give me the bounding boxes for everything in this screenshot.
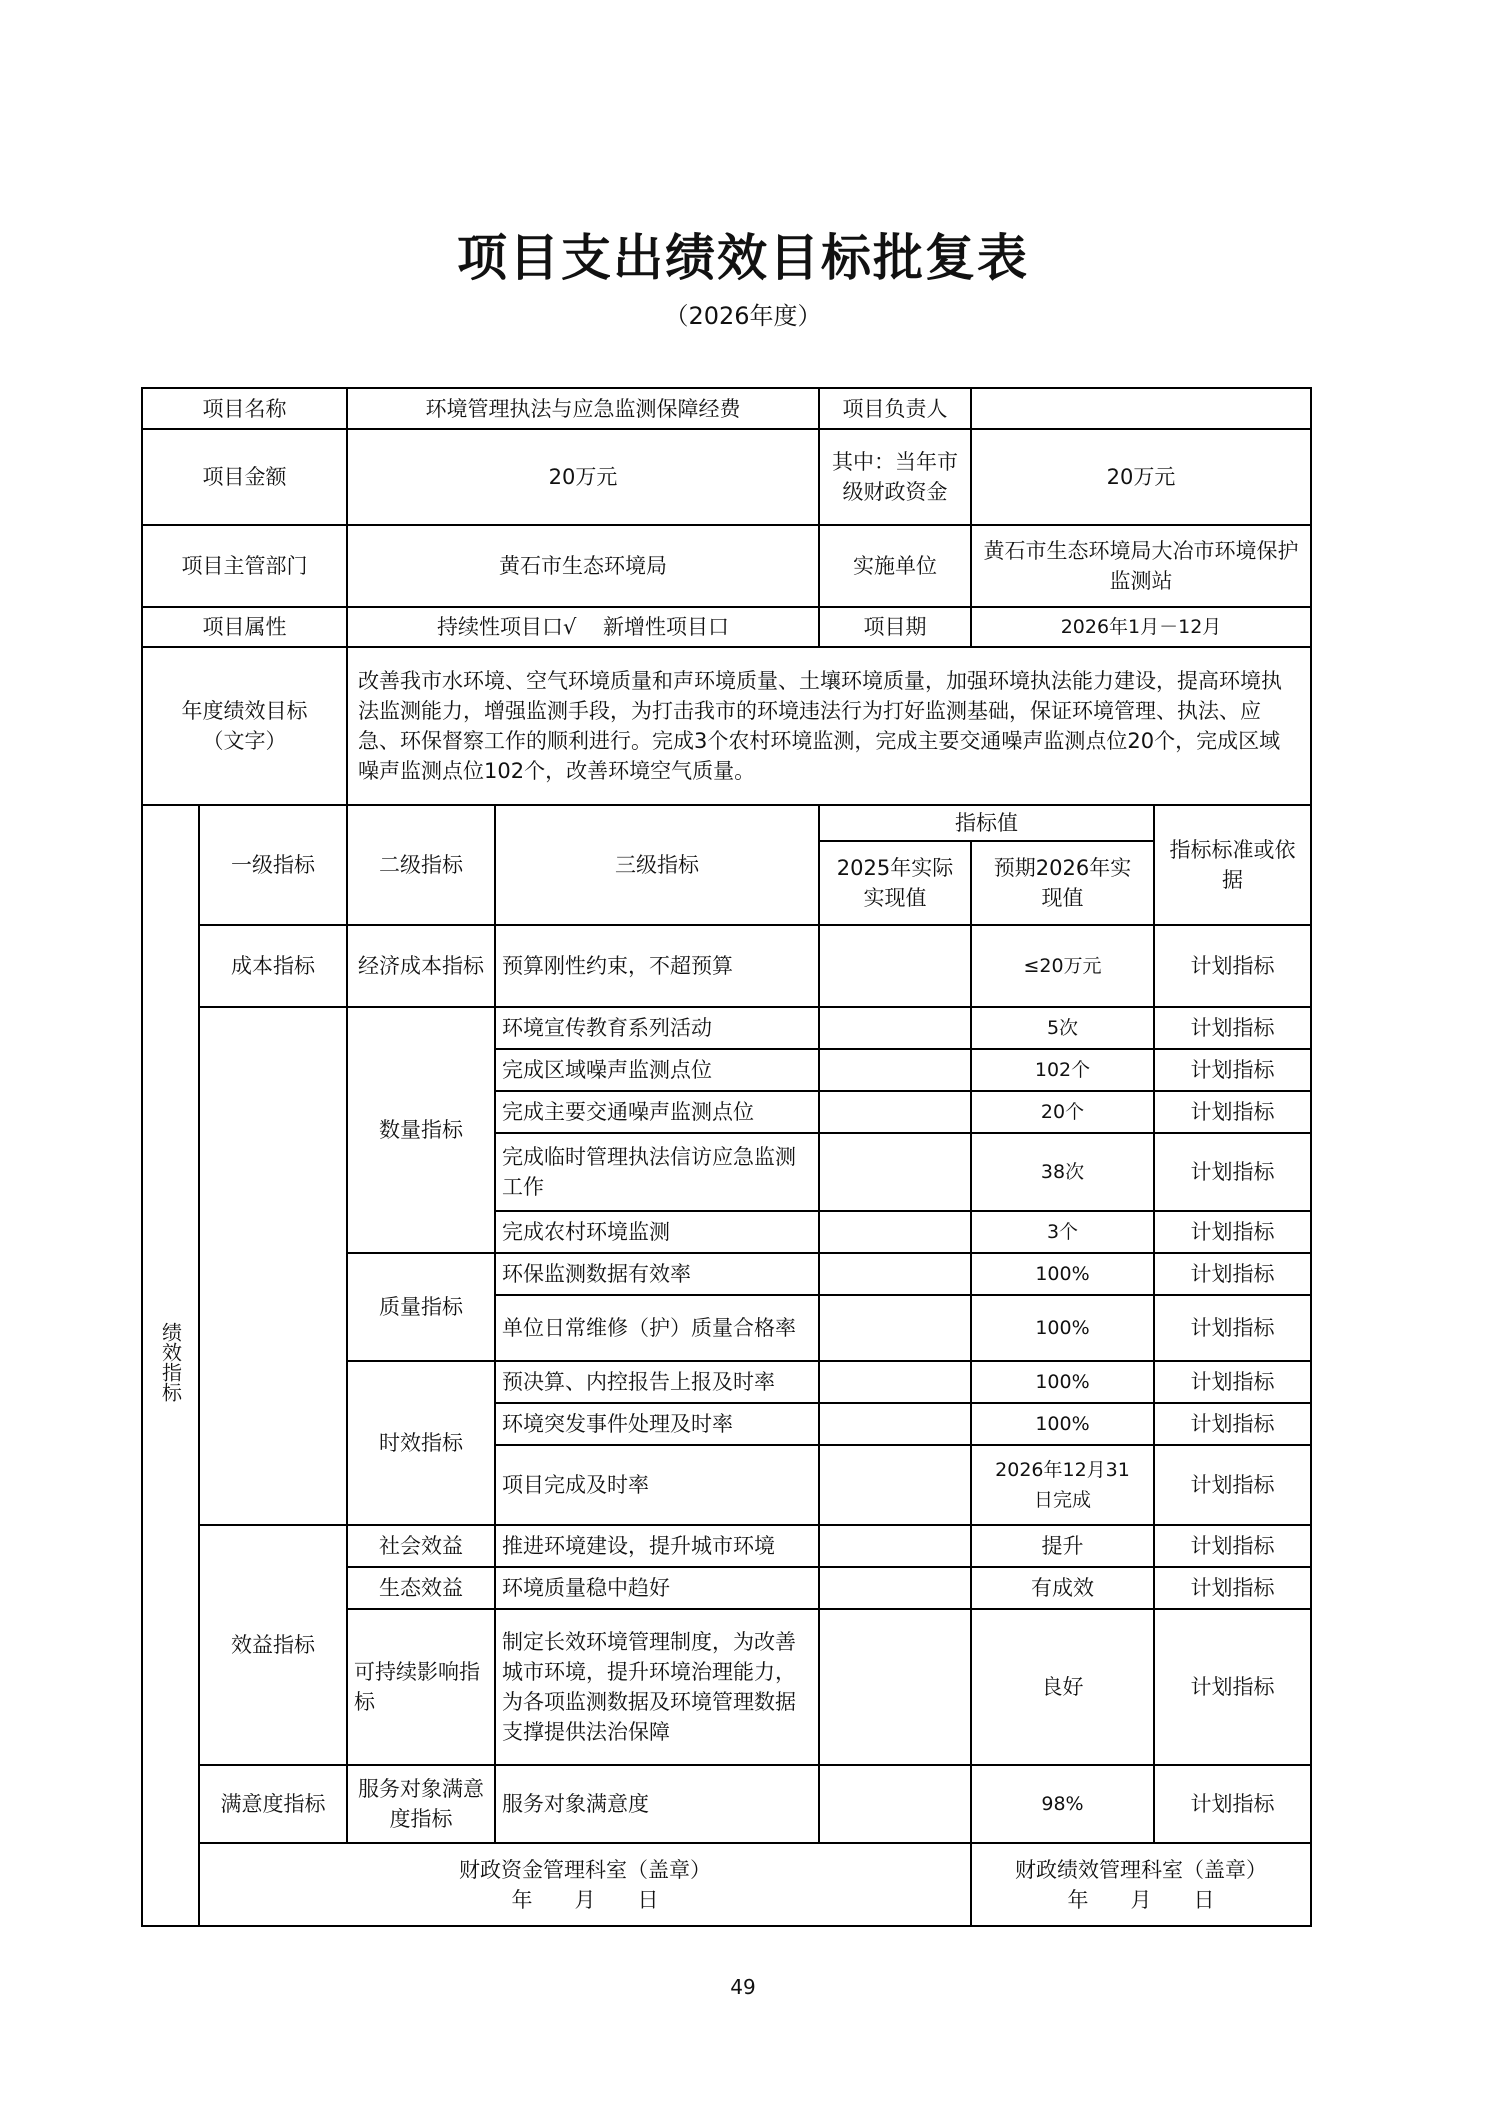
level2-cell: 时效指标 — [347, 1361, 495, 1525]
indicator-row — [142, 925, 1311, 1007]
level3-cell: 制定长效环境管理制度，为改善城市环境，提升环境治理能力，为各项监测数据及环境管理数据支撑提供法治保障 — [495, 1609, 819, 1765]
basis-cell: 计划指标 — [1154, 1211, 1311, 1253]
annual-goal-text: 改善我市水环境、空气环境质量和声环境质量、土壤环境质量，加强环境执法能力建设，提高环境执法监测能力，增强监测手段，为打击我市的环境违法行为打好监测基础，保证环境管理、执法、应急、环保督察工作的顺利进行。完成3个农村环境监测，完成主要交通噪声监测点位20个，完成区域噪声监测点位102个，改善环境空气质量。 — [347, 647, 1311, 805]
level2-cell: 可持续影响指标 — [347, 1609, 495, 1765]
level1-cell: 效益指标 — [199, 1525, 347, 1765]
performance-indicator-side-label — [142, 805, 199, 1926]
fund-office-label: 财政资金管理科室（盖章） — [459, 1857, 711, 1882]
header-basis: 指标标准或依据 — [1154, 805, 1311, 925]
implementer-value: 黄石市生态环境局大冶市环境保护监测站 — [971, 525, 1311, 607]
actual-cell — [819, 1445, 971, 1525]
performance-target-table — [141, 387, 1312, 1927]
department-value: 黄石市生态环境局 — [347, 525, 819, 607]
level3-cell: 项目完成及时率 — [495, 1445, 819, 1525]
basis-cell: 计划指标 — [1154, 1361, 1311, 1403]
basis-cell: 计划指标 — [1154, 1253, 1311, 1295]
project-amount-value: 20万元 — [347, 429, 819, 525]
level3-cell: 完成农村环境监测 — [495, 1211, 819, 1253]
actual-cell — [819, 1567, 971, 1609]
indicator-row — [142, 1525, 1311, 1567]
row-department — [142, 525, 1311, 607]
level3-cell: 服务对象满意度 — [495, 1765, 819, 1843]
header-expected-2026: 预期2026年实现值 — [971, 841, 1154, 925]
expected-cell: 100% — [971, 1403, 1154, 1445]
performance-office-label: 财政绩效管理科室（盖章） — [1015, 1857, 1267, 1882]
project-period-label: 项目期 — [819, 607, 971, 647]
level2-cell: 服务对象满意度指标 — [347, 1765, 495, 1843]
implementer-label: 实施单位 — [819, 525, 971, 607]
page-number: 49 — [730, 1975, 756, 1999]
level3-cell: 环境突发事件处理及时率 — [495, 1403, 819, 1445]
level3-cell: 环境宣传教育系列活动 — [495, 1007, 819, 1049]
actual-cell — [819, 1049, 971, 1091]
project-leader-label: 项目负责人 — [819, 388, 971, 429]
row-project-attribute — [142, 607, 1311, 647]
level1-cell: 满意度指标 — [199, 1765, 347, 1843]
basis-cell: 计划指标 — [1154, 1525, 1311, 1567]
basis-cell: 计划指标 — [1154, 925, 1311, 1007]
level3-cell: 完成临时管理执法信访应急监测工作 — [495, 1133, 819, 1211]
expected-cell: 38次 — [971, 1133, 1154, 1211]
project-attribute-label: 项目属性 — [142, 607, 347, 647]
city-fund-label: 其中：当年市级财政资金 — [819, 429, 971, 525]
actual-cell — [819, 925, 971, 1007]
basis-cell: 计划指标 — [1154, 1403, 1311, 1445]
expected-cell: 5次 — [971, 1007, 1154, 1049]
indicator-row — [142, 1007, 1311, 1049]
expected-cell: 20个 — [971, 1091, 1154, 1133]
performance-office-date: 年 月 日 — [1067, 1887, 1215, 1912]
header-actual-2025: 2025年实际实现值 — [819, 841, 971, 925]
indicator-row — [142, 1765, 1311, 1843]
project-attribute-value: 持续性项目口√ 新增性项目口 — [347, 607, 819, 647]
actual-cell — [819, 1133, 971, 1211]
actual-cell — [819, 1253, 971, 1295]
basis-cell: 计划指标 — [1154, 1609, 1311, 1765]
level2-cell: 经济成本指标 — [347, 925, 495, 1007]
level1-cell — [199, 1007, 347, 1525]
header-level2: 二级指标 — [347, 805, 495, 925]
page-title: 项目支出绩效目标批复表 — [457, 228, 1029, 287]
level2-cell: 社会效益 — [347, 1525, 495, 1567]
level3-cell: 完成区域噪声监测点位 — [495, 1049, 819, 1091]
actual-cell — [819, 1007, 971, 1049]
level2-cell: 生态效益 — [347, 1567, 495, 1609]
expected-cell: 良好 — [971, 1609, 1154, 1765]
project-period-value: 2026年1月－12月 — [971, 607, 1311, 647]
actual-cell — [819, 1211, 971, 1253]
actual-cell — [819, 1295, 971, 1361]
expected-cell: 102个 — [971, 1049, 1154, 1091]
level3-cell: 环境质量稳中趋好 — [495, 1567, 819, 1609]
expected-cell: 100% — [971, 1295, 1154, 1361]
fund-office-date: 年 月 日 — [511, 1887, 659, 1912]
basis-cell: 计划指标 — [1154, 1445, 1311, 1525]
basis-cell: 计划指标 — [1154, 1133, 1311, 1211]
project-name-label: 项目名称 — [142, 388, 347, 429]
row-project-name — [142, 388, 1311, 429]
level2-cell: 质量指标 — [347, 1253, 495, 1361]
side-label-text: 绩效指标 — [158, 1321, 183, 1402]
expected-cell: 提升 — [971, 1525, 1154, 1567]
basis-cell: 计划指标 — [1154, 1007, 1311, 1049]
header-value-group: 指标值 — [819, 805, 1154, 841]
indicator-header-row-1 — [142, 805, 1311, 841]
level3-cell: 单位日常维修（护）质量合格率 — [495, 1295, 819, 1361]
project-name-value: 环境管理执法与应急监测保障经费 — [347, 388, 819, 429]
basis-cell: 计划指标 — [1154, 1567, 1311, 1609]
basis-cell: 计划指标 — [1154, 1049, 1311, 1091]
actual-cell — [819, 1361, 971, 1403]
level1-cell: 成本指标 — [199, 925, 347, 1007]
basis-cell: 计划指标 — [1154, 1295, 1311, 1361]
expected-cell: 3个 — [971, 1211, 1154, 1253]
basis-cell: 计划指标 — [1154, 1765, 1311, 1843]
level3-cell: 环保监测数据有效率 — [495, 1253, 819, 1295]
expected-cell: ≤20万元 — [971, 925, 1154, 1007]
department-label: 项目主管部门 — [142, 525, 347, 607]
basis-cell: 计划指标 — [1154, 1091, 1311, 1133]
actual-cell — [819, 1525, 971, 1567]
actual-cell — [819, 1609, 971, 1765]
level2-cell: 数量指标 — [347, 1007, 495, 1253]
expected-cell: 有成效 — [971, 1567, 1154, 1609]
actual-cell — [819, 1403, 971, 1445]
expected-cell: 2026年12月31日完成 — [971, 1445, 1154, 1525]
row-project-amount — [142, 429, 1311, 525]
header-level1: 一级指标 — [199, 805, 347, 925]
signature-row — [142, 1843, 1311, 1926]
expected-cell: 98% — [971, 1765, 1154, 1843]
expected-cell: 100% — [971, 1361, 1154, 1403]
project-leader-value — [971, 388, 1311, 429]
city-fund-value: 20万元 — [971, 429, 1311, 525]
level3-cell: 推进环境建设，提升城市环境 — [495, 1525, 819, 1567]
level3-cell: 完成主要交通噪声监测点位 — [495, 1091, 819, 1133]
performance-office-signature — [971, 1843, 1311, 1926]
project-amount-label: 项目金额 — [142, 429, 347, 525]
row-annual-goal — [142, 647, 1311, 805]
header-level3: 三级指标 — [495, 805, 819, 925]
level3-cell: 预决算、内控报告上报及时率 — [495, 1361, 819, 1403]
page-subtitle: （2026年度） — [664, 302, 822, 330]
actual-cell — [819, 1765, 971, 1843]
annual-goal-label: 年度绩效目标（文字） — [142, 647, 347, 805]
expected-cell: 100% — [971, 1253, 1154, 1295]
fund-office-signature — [199, 1843, 971, 1926]
level3-cell: 预算刚性约束，不超预算 — [495, 925, 819, 1007]
actual-cell — [819, 1091, 971, 1133]
